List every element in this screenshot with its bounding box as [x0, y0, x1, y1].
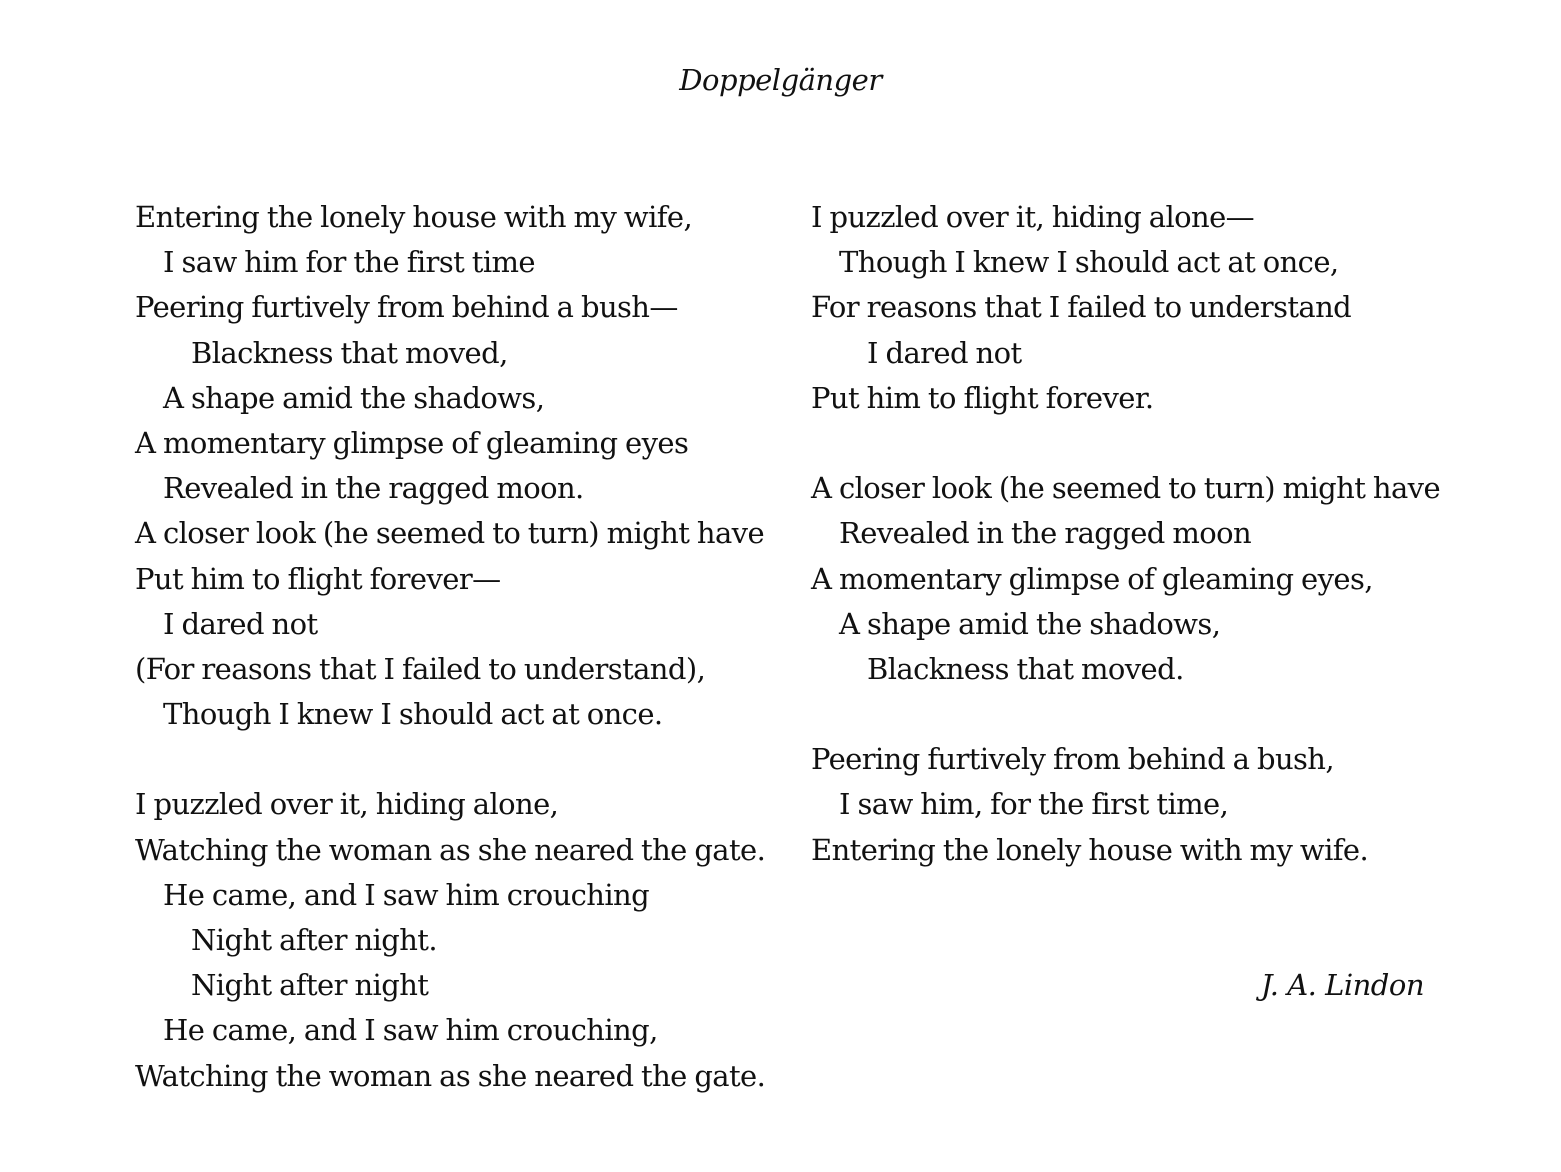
- poem-line: Watching the woman as she neared the gate.: [135, 1058, 766, 1093]
- poem-line: Night after night: [191, 968, 429, 1003]
- poem-line: A momentary glimpse of gleaming eyes,: [811, 561, 1373, 596]
- poem-line: A closer look (he seemed to turn) might have: [135, 516, 765, 551]
- poem-column-right: [811, 195, 1451, 873]
- poem-column-left: [135, 195, 795, 1099]
- poem-line: I saw him for the first time: [163, 245, 535, 280]
- poem-line: I puzzled over it, hiding alone,: [135, 787, 559, 822]
- poem-line: Put him to flight forever—: [135, 561, 501, 596]
- poem-line: He came, and I saw him crouching: [163, 877, 650, 912]
- poem-author: J. A. Lindon: [1260, 968, 1424, 1002]
- poem-line: A momentary glimpse of gleaming eyes: [135, 425, 689, 460]
- stanza-break: [811, 692, 1451, 737]
- poem-line: Blackness that moved.: [867, 651, 1184, 686]
- poem-line: A shape amid the shadows,: [163, 380, 545, 415]
- poem-line: Peering furtively from behind a bush—: [135, 290, 678, 325]
- poem-line: Peering furtively from behind a bush,: [811, 742, 1334, 777]
- poem-line: Entering the lonely house with my wife,: [135, 200, 693, 234]
- poem-line: Revealed in the ragged moon.: [163, 471, 584, 506]
- poem-line: Blackness that moved,: [191, 335, 508, 370]
- poem-title: Doppelgänger: [679, 63, 882, 97]
- poem-line: Though I knew I should act at once.: [163, 697, 663, 732]
- poem-line: I dared not: [163, 606, 318, 641]
- poem-line: Watching the woman as she neared the gate.: [135, 832, 766, 867]
- poem-line: For reasons that I failed to understand: [811, 290, 1352, 325]
- poem-line: I saw him, for the first time,: [839, 787, 1229, 822]
- stanza-break: [811, 421, 1451, 466]
- poem-line: Though I knew I should act at once,: [839, 245, 1339, 280]
- poem-line: I puzzled over it, hiding alone—: [811, 200, 1255, 234]
- poem-line: A closer look (he seemed to turn) might have: [811, 471, 1441, 506]
- poem-line: Night after night.: [191, 923, 437, 957]
- poem-line: Revealed in the ragged moon: [839, 516, 1252, 551]
- stanza-break: [135, 737, 795, 782]
- poem-line: Put him to flight forever.: [811, 380, 1154, 415]
- poem-line: (For reasons that I failed to understand),: [135, 651, 706, 686]
- poem-line: Entering the lonely house with my wife.: [811, 832, 1369, 867]
- poem-line: A shape amid the shadows,: [839, 606, 1221, 641]
- poem-line: He came, and I saw him crouching,: [163, 1013, 658, 1048]
- poem-line: I dared not: [867, 335, 1022, 370]
